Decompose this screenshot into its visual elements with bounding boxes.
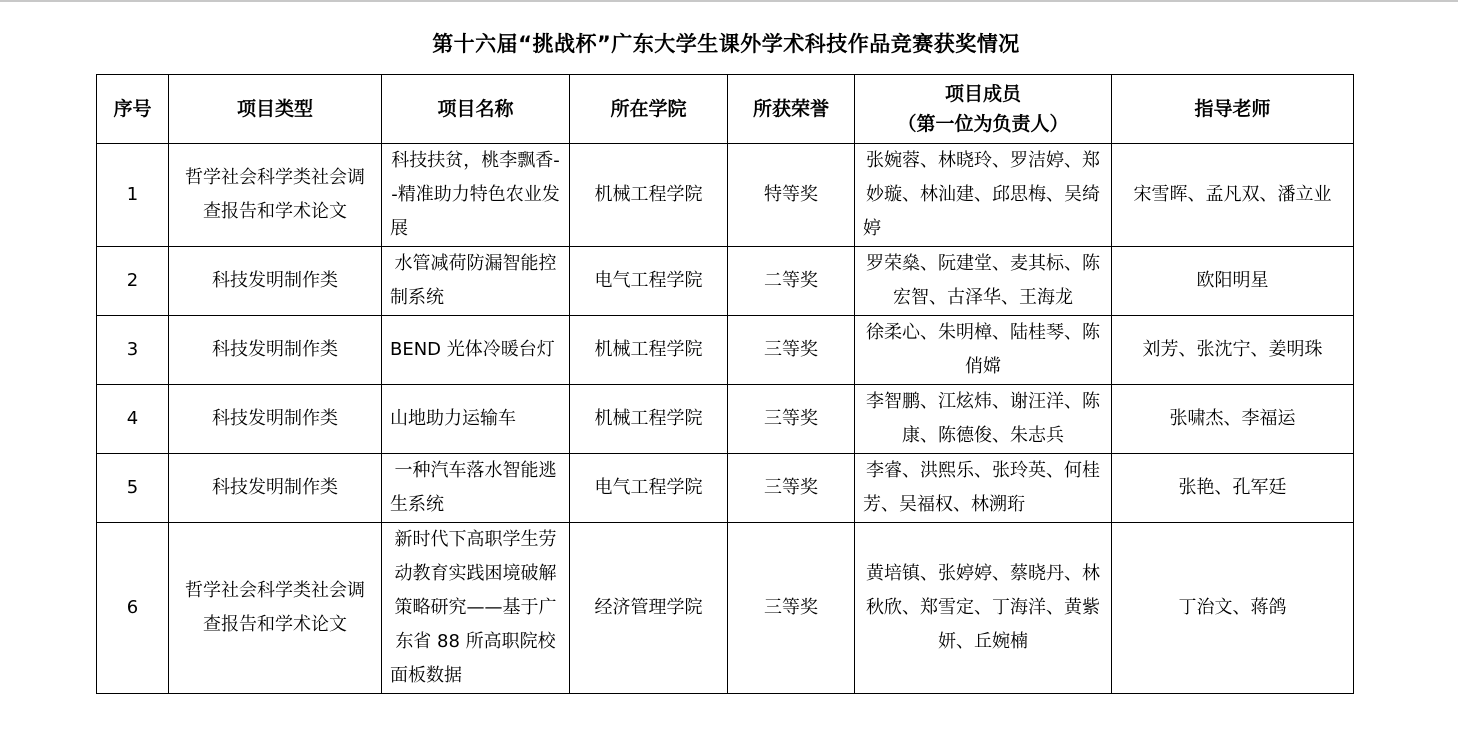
cell-name: 水管减荷防漏智能控制系统: [382, 247, 570, 316]
cell-type: 哲学社会科学类社会调查报告和学术论文: [169, 144, 382, 247]
table-row: [97, 385, 1354, 454]
header-members-title: 项目成员: [944, 83, 1021, 105]
cell-no: 3: [97, 316, 169, 385]
cell-honor: 特等奖: [728, 144, 855, 247]
cell-no: 6: [97, 523, 169, 694]
cell-members: 李智鹏、江炫炜、谢汪洋、陈康、陈德俊、朱志兵: [855, 385, 1112, 454]
cell-college: 机械工程学院: [570, 316, 728, 385]
cell-name: 科技扶贫，桃李飘香--精准助力特色农业发展: [382, 144, 570, 247]
header-members: [855, 75, 1112, 144]
cell-honor: 二等奖: [728, 247, 855, 316]
cell-name: 一种汽车落水智能逃生系统: [382, 454, 570, 523]
cell-type: 科技发明制作类: [169, 247, 382, 316]
cell-advisors: 张艳、孔军廷: [1112, 454, 1354, 523]
table-header-row: [97, 75, 1354, 144]
cell-advisors: 欧阳明星: [1112, 247, 1354, 316]
cell-advisors: 刘芳、张沈宁、姜明珠: [1112, 316, 1354, 385]
cell-type: 科技发明制作类: [169, 385, 382, 454]
cell-name: BEND 光体冷暖台灯: [382, 316, 570, 385]
cell-type: 科技发明制作类: [169, 316, 382, 385]
cell-members: 徐柔心、朱明樟、陆桂琴、陈俏嫦: [855, 316, 1112, 385]
header-members-note: （第一位为负责人）: [897, 113, 1069, 135]
cell-honor: 三等奖: [728, 316, 855, 385]
cell-college: 机械工程学院: [570, 385, 728, 454]
cell-college: 机械工程学院: [570, 144, 728, 247]
header-college: 所在学院: [570, 75, 728, 144]
cell-honor: 三等奖: [728, 523, 855, 694]
cell-college: 经济管理学院: [570, 523, 728, 694]
header-type: 项目类型: [169, 75, 382, 144]
cell-advisors: 丁治文、蒋鸽: [1112, 523, 1354, 694]
cell-no: 4: [97, 385, 169, 454]
table-row: [97, 316, 1354, 385]
cell-name: 新时代下高职学生劳动教育实践困境破解策略研究——基于广东省 88 所高职院校面板数据: [382, 523, 570, 694]
table-row: [97, 144, 1354, 247]
cell-no: 5: [97, 454, 169, 523]
top-border-line: [0, 0, 1458, 2]
cell-no: 2: [97, 247, 169, 316]
cell-members: 李睿、洪熙乐、张玲英、何桂芳、吴福权、林溯珩: [855, 454, 1112, 523]
cell-no: 1: [97, 144, 169, 247]
cell-college: 电气工程学院: [570, 454, 728, 523]
cell-type: 科技发明制作类: [169, 454, 382, 523]
table-row: [97, 454, 1354, 523]
header-name: 项目名称: [382, 75, 570, 144]
header-honor: 所获荣誉: [728, 75, 855, 144]
cell-name: 山地助力运输车: [382, 385, 570, 454]
table-row: [97, 247, 1354, 316]
cell-advisors: 张啸杰、李福运: [1112, 385, 1354, 454]
header-no: 序号: [97, 75, 169, 144]
cell-members: 张婉蓉、林晓玲、罗洁婷、郑妙璇、林汕建、邱思梅、吴绮婷: [855, 144, 1112, 247]
page-title: 第十六届“挑战杯”广东大学生课外学术科技作品竞赛获奖情况: [432, 32, 1020, 56]
cell-advisors: 宋雪晖、孟凡双、潘立业: [1112, 144, 1354, 247]
cell-college: 电气工程学院: [570, 247, 728, 316]
cell-members: 黄培镇、张婷婷、蔡晓丹、林秋欣、郑雪定、丁海洋、黄紫妍、丘婉楠: [855, 523, 1112, 694]
header-advisors: 指导老师: [1112, 75, 1354, 144]
awards-table: [96, 74, 1354, 694]
cell-honor: 三等奖: [728, 385, 855, 454]
cell-members: 罗荣燊、阮建堂、麦其标、陈宏智、古泽华、王海龙: [855, 247, 1112, 316]
cell-honor: 三等奖: [728, 454, 855, 523]
table-row: [97, 523, 1354, 694]
cell-type: 哲学社会科学类社会调查报告和学术论文: [169, 523, 382, 694]
